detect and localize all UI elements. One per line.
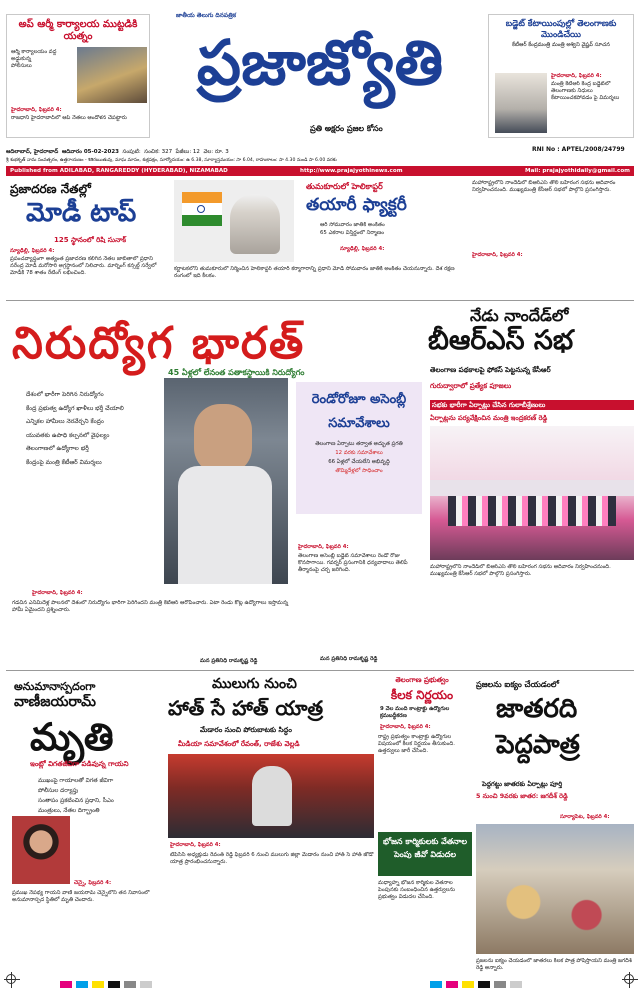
assembly-dateline: హైదరాబాద్, ఫిబ్రవరి 4: (298, 544, 349, 550)
jatara-sub1: పెద్దగట్టు జాతరకు ఏర్పాట్లు పూర్తి (482, 780, 563, 788)
vani-photo (12, 816, 70, 884)
lead-headline[interactable]: నిరుద్యోగ భారత్ (12, 318, 306, 369)
govt-kicker: తెలంగాణ ప్రభుత్వం (395, 676, 449, 684)
brs-body: మహారాష్ట్రలోని నాందేడ్‌లో బీఆర్ఎస్ తొలి బహిరంగ సభను ఆదివారం నిర్వహించనుంది. ముఖ్యమంత్రి కేసీఆర్ సభలో పాల్గొని ప్రసంగిస్తారు. (430, 564, 611, 577)
website-link[interactable]: http://www.prajajyothinews.com (300, 168, 403, 174)
assembly-bullet: 66 ఏళ్లలో చేయలేని అభివృద్ధి (328, 459, 390, 465)
revanth-headline[interactable]: హాత్ సే హాత్ యాత్ర (168, 696, 324, 720)
revanth-body: టీపీసీసీ అధ్యక్షుడు రేవంత్ రెడ్డి ఫిబ్రవరి 6 నుంచి ములుగు జిల్లా మేడారం నుంచి హాత్ సే హాత్ జోడో యాత్ర ప్రారంభించనున్నారు. (170, 852, 374, 865)
left-promo-body: రాజధాని హైదరాబాద్‌లో ఆప్ నేతలు ఆందోళన చేపట్టారు (11, 115, 127, 121)
lead-sub: 45 ఏళ్లలో లేనంత పతాకస్థాయికి నిరుద్యోగం (168, 368, 305, 377)
tagline-sub: ప్రతి అక్షరం ప్రజల కోసం (310, 124, 383, 133)
assembly-bullet: తెలంగాణ ఏర్పాటు తర్వాత అద్భుత ప్రగతి (315, 441, 403, 447)
helicopter-kicker: తుమకూరులో హెలికాప్టర్ (306, 182, 383, 191)
rni-number: RNI No : APTEL/2008/24799 (532, 146, 625, 153)
lead-bullet: కేంద్ర ప్రభుత్వ ఉద్యోగ ఖాళీలు భర్తీ చేయాలి (26, 404, 124, 412)
jatara-kicker: ప్రజలను ఐక్యం చేయడంలో (476, 680, 560, 689)
revanth-photo (168, 754, 374, 838)
jatara-dateline: సూర్యాపేట, ఫిబ్రవరి 4: (560, 814, 610, 820)
volume: సంపుటి: (122, 149, 141, 155)
vani-bullet: సంతాపం ప్రకటించిన ప్రధాని, సీఎం (38, 798, 114, 804)
lead-bullet: యువతకు ఉపాధి కల్పనలో వైఫల్యం (26, 431, 110, 439)
ktr-photo (164, 378, 288, 584)
revanth-dateline: హైదరాబాద్, ఫిబ్రవరి 4: (170, 842, 221, 848)
almanac-line: శ్రీ శుభకృత్ నామ సంవత్సరం, ఉత్తరాయణం - శిశిరఋతువు, మాఘ మాసం, శుక్లపక్షం, సూర్యోదయం: ఉ 6.38, సూర్యాస్తమయం: సా 6.04, రాహుకాలం: సా 4.30 నుండి సా 6.00 వరకు (6, 158, 337, 163)
right-promo-box[interactable] (488, 14, 634, 138)
brs-kicker: నేడు నాందేడ్‌లో (470, 306, 569, 325)
vani-headline2[interactable]: మృతి (30, 715, 114, 759)
right-promo-sub: కేటీఆర్ కేంద్రమంత్రి మంత్రి అశ్విని వైష్ణవ్ సూచన (512, 42, 610, 48)
lead-bullet: ఎన్నికల హామీలు నెరవేర్చని కేంద్రం (26, 418, 104, 425)
left-promo-headline: అప్ ఆర్మీ కార్యాలయ ముట్టడికి యత్నం (18, 19, 138, 42)
left-promo-bullet: పోలీసులు (11, 63, 32, 69)
assembly-body: తెలంగాణ అసెంబ్లీ బడ్జెట్ సమావేశాలు రెండో రోజు కొనసాగాయి. గవర్నర్ ప్రసంగానికి ధన్యవాదాలు తెలిపే తీర్మానంపై చర్చ జరిగింది. (298, 553, 408, 573)
lead-dateline: హైదరాబాద్, ఫిబ్రవరి 4: (32, 590, 83, 596)
issue-number: సంచిక: 327 (144, 149, 173, 155)
revanth-sub2: మీడియా సమావేశంలో రేవంత్, రాజేశు వెల్లడి (178, 740, 300, 748)
brs-headline[interactable]: బీఆర్ఎస్ సభ (428, 325, 574, 356)
meals-box[interactable] (378, 832, 472, 876)
vani-dateline: చెన్నై, ఫిబ్రవరి 4: (74, 880, 112, 886)
price: వెల: రూ. 3 (203, 149, 229, 155)
modi-body: ప్రపంచవ్యాప్తంగా అత్యంత ప్రజాదరణ కలిగిన నేతల జాబితాలో ప్రధాని నరేంద్ర మోడీ మరోసారి అగ్రస్థానంలో నిలిచారు. మార్నింగ్ కన్సల్ట్ సర్వేలో మోడీకి 78 శాతం రేటింగ్ లభించింది. (10, 256, 157, 276)
revanth-kicker: ములుగు నుంచి (212, 676, 297, 692)
vani-bullet: పోలీసుల దర్యాప్తు (38, 788, 79, 794)
modi-sub: 125 స్థానంలో రిషి సునాక్ (54, 236, 127, 244)
modi-kicker: ప్రజాదరణ నేతల్లో (10, 182, 91, 196)
brs-sub2: గురుద్వారాలో ప్రత్యేక పూజలు (430, 382, 512, 390)
lead-bullet: తెలంగాణలో ఉద్యోగాల భర్తీ (26, 445, 89, 452)
right-promo-photo (495, 73, 547, 133)
brs-sub3: సభకు భారీగా ఏర్పాట్లు చేసిన గులాబీశ్రేణులు (430, 400, 634, 410)
vani-body: ప్రముఖ నేపథ్య గాయని వాణీ జయరామ్ చెన్నైలోని తన నివాసంలో అనుమానాస్పద స్థితిలో మృతి చెందారు. (12, 890, 150, 903)
page-count: పేజీలు: 12 (175, 149, 200, 155)
helicopter-sub1: ఆరీ సోమవారం జాతికి అంకితం (320, 222, 385, 228)
modi-headline[interactable]: మోడీ టాప్ (26, 198, 137, 228)
assembly-bullet: తొమ్మిదేళ్లలో సాధించాం (335, 468, 383, 474)
govt-dateline: హైదరాబాద్, ఫిబ్రవరి 4: (380, 724, 431, 730)
govt-sub: 9 వేల మంది కాంట్రాక్టు ఉద్యోగుల క్రమబద్ధీకరణ (380, 706, 450, 719)
helicopter-dateline: న్యూఢిల్లీ, ఫిబ్రవరి 4: (340, 246, 385, 252)
right-promo-dateline: హైదరాబాద్, ఫిబ్రవరి 4: (551, 73, 602, 79)
info-bar (6, 147, 530, 157)
color-bar (430, 975, 526, 988)
helicopter-body: కర్ణాటకలోని తుమకూరులో నిర్మించిన హెలికాప్టర్ తయారీ కర్మాగారాన్ని ప్రధాని మోడీ సోమవారం జాతికి అంకితం చేయనున్నారు. దేశ రక్షణ రంగంలో ఇది కీలకం. (174, 266, 455, 279)
modi-dateline: న్యూఢిల్లీ, ఫిబ్రవరి 4: (10, 248, 55, 254)
masthead-title[interactable]: ప్రజాజ్యోతి (196, 26, 444, 99)
modi-photo (174, 180, 294, 262)
color-bar (60, 975, 156, 988)
left-promo-dateline: హైదరాబాద్, ఫిబ్రవరి 4: (11, 107, 62, 113)
brs-sub1: తెలంగాణ పథకాలపై ఫోకస్ పెట్టనున్న కేసీఆర్ (430, 366, 551, 374)
vani-kicker: అనుమానాస్పదంగా (14, 680, 96, 693)
left-promo-bullet: అడ్డుకున్న (11, 56, 32, 62)
jatara-headline2: పెద్దపాత్ర (496, 730, 580, 760)
registration-mark-icon (624, 974, 634, 984)
mail-address[interactable]: Mail: prajajyothidaily@gmail.com (525, 168, 630, 174)
vani-bullet: ముఖంపై గాయాలతో విగత జీవిగా (38, 778, 114, 784)
lead-bullet: దేశంలో భారీగా పెరిగిన నిరుద్యోగం (26, 391, 104, 398)
jatara-headline1[interactable]: జాతరది (496, 694, 578, 724)
jatara-sub2: 5 నుంచి 9వరకు జాతర: జగదీశ్ రెడ్డి (476, 792, 568, 800)
govt-body: రాష్ట్ర ప్రభుత్వం కాంట్రాక్టు ఉద్యోగుల విషయంలో కీలక నిర్ణయం తీసుకుంది. ఉత్తర్వులు జారీ చేసింది. (378, 734, 455, 754)
flag-photo (182, 192, 222, 226)
meals-headline: భోజన కార్మికులకు వేతనాల పెంపు జీవో విడుదల (382, 837, 468, 859)
right-promo-body: మంత్రి కేటీఆర్ కేంద్ర బడ్జెట్‌లో తెలంగాణకు నిధులు కేటాయించకపోవడం పై విమర్శలు (551, 81, 620, 101)
tagline-top: జాతీయ తెలుగు దినపత్రిక (176, 12, 236, 19)
lead-bullet: కేంద్రంపై మంత్రి కేటీఆర్ విమర్శలు (26, 458, 102, 466)
left-promo-photo (77, 47, 147, 103)
vani-sub: ఇంట్లో విగతజీవిగా పడివున్న గాయని (30, 760, 129, 768)
jatara-photo (476, 824, 634, 954)
registration-mark-icon (6, 974, 16, 984)
right-promo-headline: బడ్జెట్ కేటాయింపుల్లో తెలంగాణకు మొండిచేయి (505, 19, 617, 40)
left-promo-bullet: ఆర్మీ కార్యాలయం వద్ద (11, 49, 57, 55)
brs-top-byline: హైదరాబాద్, ఫిబ్రవరి 4: (472, 252, 523, 258)
published-bar (6, 166, 634, 176)
assembly-byline: మన ప్రతినిధి రామకృష్ణ రెడ్డి (320, 656, 378, 662)
lead-body: గడచిన ఎనిమిదేళ్ల పాలనలో దేశంలో నిరుద్యోగం భారీగా పెరిగిందని మంత్రి కేటీఆర్ ఆరోపించారు. ఏటా రెండు కోట్ల ఉద్యోగాలు ఇస్తామన్న హామీ ఏమైందని ప్రశ్నించారు. (12, 600, 289, 613)
jatara-body: ప్రజలను ఐక్యం చేయడంలో జాతరలు కీలక పాత్ర పోషిస్తాయని మంత్రి జగదీశ్ రెడ్డి అన్నారు. (476, 958, 632, 971)
revanth-sub1: మేడారం నుంచి పోరుబాటకు సిద్ధం (200, 726, 292, 734)
edition: ఆదిలాబాద్, హైదరాబాద్ (6, 149, 59, 155)
assembly-headline: రెండోరోజూ అసెంబ్లీ సమావేశాలు (311, 392, 407, 431)
assembly-box[interactable] (296, 382, 422, 514)
helicopter-sub2: 65 ఎకరాల విస్తీర్ణంలో నిర్మాణం (320, 230, 385, 236)
lead-byline: మన ప్రతినిధి రామకృష్ణ రెడ్డి (200, 658, 258, 664)
issue-date: ఆదివారం 05-02-2023 (61, 149, 119, 155)
govt-headline[interactable]: కీలక నిర్ణయం (390, 688, 454, 702)
meals-body: మధ్యాహ్న భోజన కార్మికుల వేతనాల పెంపునకు సంబంధించిన ఉత్తర్వులను ప్రభుత్వం విడుదల చేసింది. (378, 880, 456, 900)
brs-sub4: ఏర్పాట్లను పర్యవేక్షించిన మంత్రి ఇంద్రకరణ్ రెడ్డి (430, 414, 548, 422)
left-promo-box[interactable] (6, 14, 150, 138)
helicopter-headline[interactable]: తయారీ ఫ్యాక్టరీ (306, 195, 407, 215)
brs-top-body: మహారాష్ట్రలోని నాందేడ్‌లో బీఆర్ఎస్ తొలి బహిరంగ సభను ఆదివారం నిర్వహించనుంది. ముఖ్యమంత్రి కేసీఆర్ సభలో పాల్గొని ప్రసంగిస్తారు. (472, 180, 616, 193)
published-from: Published from ADILABAD, RANGAREDDY (HYDERABAD), NIZAMABAD (10, 168, 228, 174)
vani-bullet: మంత్రులు, నేతల దిగ్భ్రాంతి (38, 808, 100, 814)
assembly-bullet: 12 వరకు సమావేశాలు (335, 450, 383, 456)
vani-headline1: వాణీజయరామ్ (14, 694, 96, 710)
brs-rally-photo (430, 426, 634, 560)
